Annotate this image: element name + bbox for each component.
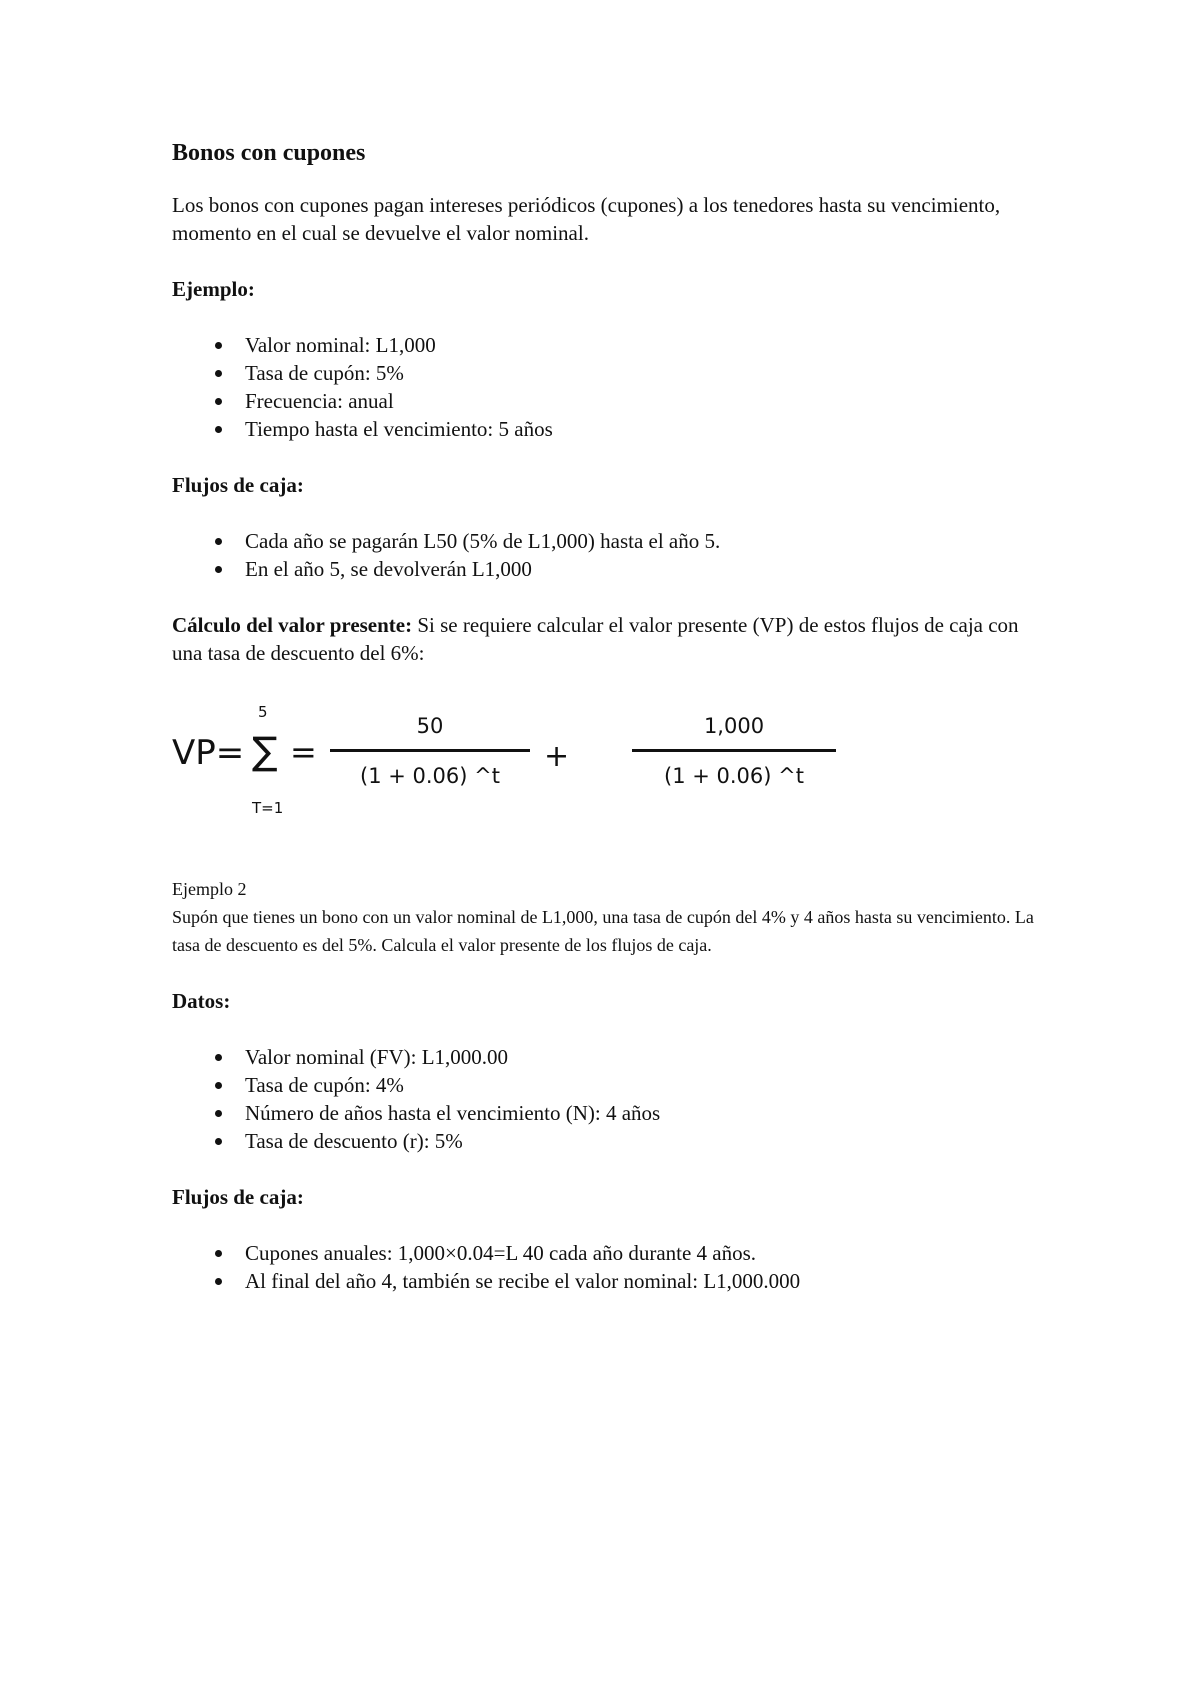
cashflows2-list [172, 1239, 1052, 1295]
bullet-icon [215, 1054, 222, 1061]
example2-title: Ejemplo 2 [172, 879, 247, 899]
example-list [172, 331, 1052, 443]
bullet-icon [215, 566, 222, 573]
list-item: Frecuencia: anual [172, 387, 1052, 415]
list-item: Valor nominal: L1,000 [172, 331, 1052, 359]
fraction-denominator: (1 + 0.06) ^t [360, 764, 500, 788]
fraction-coupon [330, 711, 530, 790]
fraction-bar [330, 749, 530, 752]
sum-lower-limit: T=1 [252, 799, 284, 817]
data-list [172, 1043, 1052, 1155]
list-item: Tasa de descuento (r): 5% [172, 1127, 1052, 1155]
bullet-icon [215, 1138, 222, 1145]
list-item: Cupones anuales: 1,000×0.04=L 40 cada año durante 4 años. [172, 1239, 1052, 1267]
bullet-icon [215, 1082, 222, 1089]
example2-text: Supón que tienes un bono con un valor nominal de L1,000, una tasa de cupón del 4% y 4 años hasta su vencimiento. La tasa de descuento es del 5%. Calcula el valor presente de los flujos de caja. [172, 907, 1034, 955]
intro-paragraph: Los bonos con cupones pagan intereses periódicos (cupones) a los tenedores hasta su vencimiento, momento en el cual se devuelve el valor nominal. [172, 193, 1001, 245]
data-heading: Datos: [172, 989, 231, 1013]
document-title: Bonos con cupones [172, 140, 366, 166]
example-heading: Ejemplo: [172, 277, 255, 301]
bullet-icon [215, 1250, 222, 1257]
list-item: Al final del año 4, también se recibe el valor nominal: L1,000.000 [172, 1267, 1052, 1295]
formula-plus: + [544, 739, 570, 774]
bullet-icon [215, 1110, 222, 1117]
fraction-bar [632, 749, 836, 752]
fraction-numerator: 50 [416, 714, 444, 738]
cashflows2-heading: Flujos de caja: [172, 1185, 304, 1209]
bullet-icon [215, 342, 222, 349]
formula-lhs: VP= [172, 733, 245, 773]
list-item: Tasa de cupón: 4% [172, 1071, 1052, 1099]
fraction-face-value [632, 711, 836, 790]
sum-upper-limit: 5 [258, 703, 268, 721]
list-item: Tiempo hasta el vencimiento: 5 años [172, 415, 1052, 443]
bullet-icon [215, 370, 222, 377]
bullet-icon [215, 538, 222, 545]
pv-text: Si se requiere calcular el valor presente (VP) de estos flujos de caja con una tasa de descuento del 6%: [172, 613, 1019, 665]
list-item: Cada año se pagarán L50 (5% de L1,000) hasta el año 5. [172, 527, 1052, 555]
list-item: Número de años hasta el vencimiento (N): 4 años [172, 1099, 1052, 1127]
list-item: En el año 5, se devolverán L1,000 [172, 555, 1052, 583]
fraction-denominator: (1 + 0.06) ^t [664, 764, 804, 788]
bullet-icon [215, 426, 222, 433]
cashflows-list [172, 527, 1052, 583]
pv-paragraph [172, 611, 1052, 667]
formula-equals: = [290, 733, 317, 771]
bullet-icon [215, 1278, 222, 1285]
pv-formula [172, 695, 1052, 845]
pv-label: Cálculo del valor presente: [172, 613, 413, 637]
list-item: Tasa de cupón: 5% [172, 359, 1052, 387]
list-item: Valor nominal (FV): L1,000.00 [172, 1043, 1052, 1071]
fraction-numerator: 1,000 [703, 714, 765, 738]
cashflows-heading: Flujos de caja: [172, 473, 304, 497]
sigma-symbol: ∑ [252, 729, 278, 773]
bullet-icon [215, 398, 222, 405]
document-content [172, 140, 1052, 1323]
